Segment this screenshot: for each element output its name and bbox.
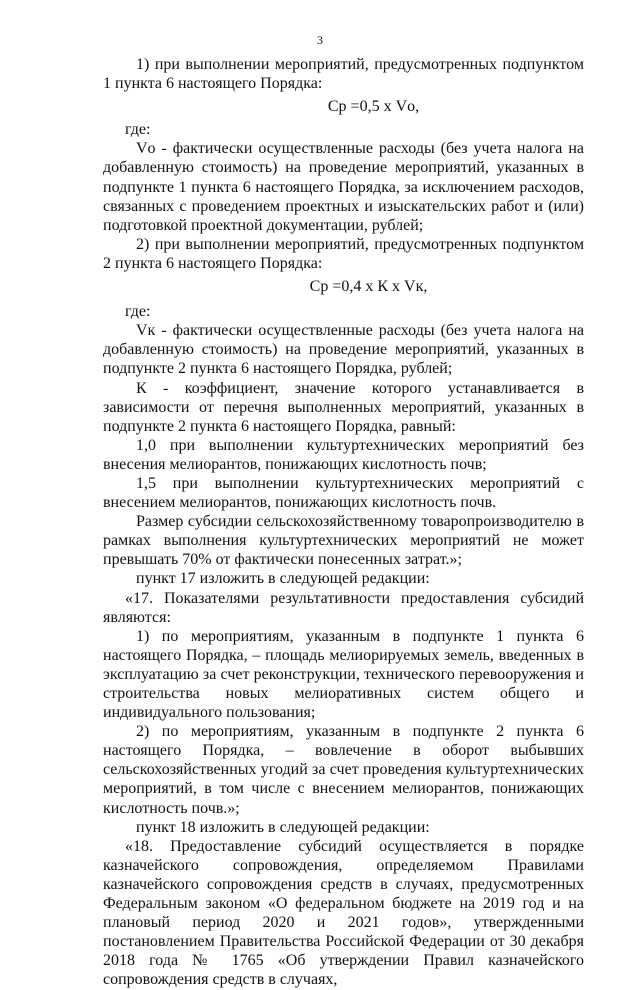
paragraph: пункт 18 изложить в следующей редакции: bbox=[136, 818, 430, 836]
paragraph: Vо - фактически осуществленные расходы (без учета налога на добавленную стоимость) на проведение мероприятий, указанных в подпункте 1 пункта 6 настоящего Порядка, за исключением расходов, связанных с проведением проектных и изыскательских работ и (или) подготовкой проектной документации, рублей; bbox=[103, 140, 584, 234]
document-body bbox=[103, 55, 584, 990]
where-label: где: bbox=[125, 303, 151, 321]
paragraph: «18. Предоставление субсидий осуществляется в порядке казначейского сопровождения, определяемом Правилами казначейского сопровождения средств в случаях, предусмотренных Федеральным законом «О федеральном бюджете на 2019 год и на плановый период 2020 и 2021 годов», утвержденными постановлением Правительства Российской Федерации от 30 декабря 2018 года № 1765 «Об утверждении Правил казначейского сопровождения средств в случаях, bbox=[103, 837, 584, 989]
paragraph: 1) при выполнении мероприятий, предусмотренных подпунктом 1 пункта 6 настоящего Порядка: bbox=[103, 56, 584, 93]
where-label: где: bbox=[125, 121, 151, 139]
paragraph: 1) по мероприятиям, указанным в подпункте 1 пункта 6 настоящего Порядка, – площадь мелиорируемых земель, введенных в эксплуатацию за счет реконструкции, технического перевооружения и строительства новых мелиоративных систем общего и индивидуального пользования; bbox=[103, 627, 584, 722]
paragraph: 1,5 при выполнении культуртехнических мероприятий с внесением мелиорантов, понижающих кислотность почв. bbox=[103, 474, 584, 512]
paragraph: Vк - фактически осуществленные расходы (без учета налога на добавленную стоимость) на проведение мероприятий, указанных в подпункте 2 пункта 6 настоящего Порядка, рублей; bbox=[103, 322, 584, 378]
paragraph: Размер субсидии сельскохозяйственному товаропроизводителю в рамках выполнения культуртехнических мероприятий не может превышать 70% от фактически понесенных затрат.»; bbox=[103, 513, 584, 569]
page-number: 3 bbox=[317, 33, 323, 47]
paragraph: 2) по мероприятиям, указанным в подпункте 2 пункта 6 настоящего Порядка, – вовлечение в оборот выбывших сельскохозяйственных угодий за счет проведения культуртехнических мероприятий, в том числе с внесением мелиорантов, понижающих кислотность почв.»; bbox=[103, 723, 584, 817]
paragraph: пункт 17 изложить в следующей редакции: bbox=[136, 570, 430, 588]
paragraph: К - коэффициент, значение которого устанавливается в зависимости от перечня выполненных мероприятий, указанных в подпункте 2 пункта 6 настоящего Порядка, равный: bbox=[103, 379, 584, 435]
formula: Ср =0,5 х Vо, bbox=[327, 98, 420, 116]
paragraph: 1,0 при выполнении культуртехнических мероприятий без внесения мелиорантов, понижающих кислотность почв; bbox=[103, 436, 584, 473]
formula: Ср =0,4 х К х Vк, bbox=[309, 278, 428, 296]
paragraph: 2) при выполнении мероприятий, предусмотренных подпунктом 2 пункта 6 настоящего Порядка: bbox=[103, 235, 584, 272]
paragraph: «17. Показателями результативности предоставления субсидий являются: bbox=[103, 589, 584, 626]
